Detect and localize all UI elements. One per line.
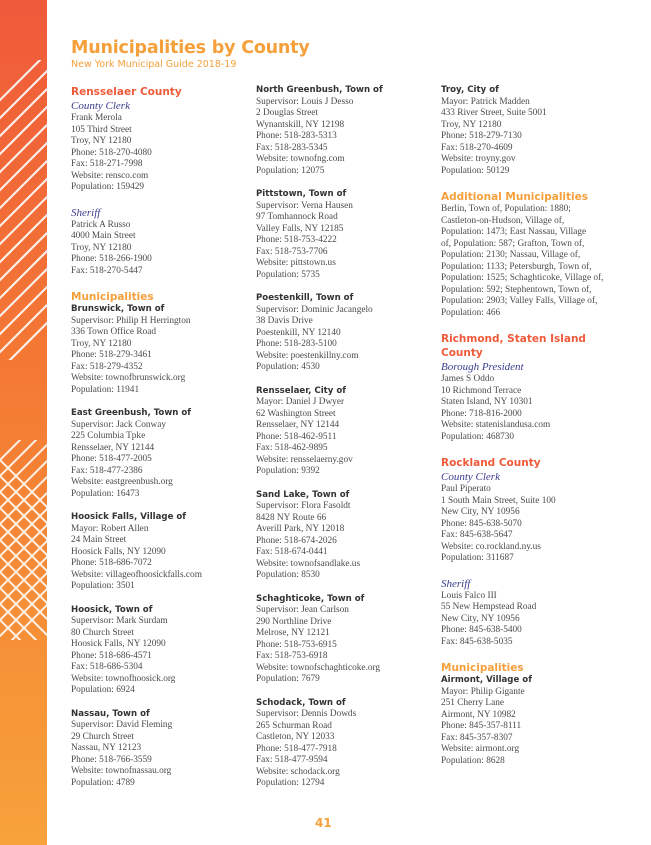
text-line: 265 Schurman Road xyxy=(256,720,332,731)
text-line: Phone: 518-283-5313 xyxy=(256,131,337,141)
entry-block xyxy=(71,605,246,697)
text-line: Phone: 845-638-5400 xyxy=(441,625,522,635)
additional-municipalities-text xyxy=(441,204,619,319)
page-subtitle: New York Municipal Guide 2018-19 xyxy=(71,59,237,70)
text-line: Population: 466 xyxy=(441,307,501,318)
text-line: Supervisor: David Fleming xyxy=(71,720,173,730)
entry-block xyxy=(256,85,431,177)
entry-block xyxy=(256,189,431,281)
text-line: Fax: 518-270-5447 xyxy=(71,265,143,276)
column-3 xyxy=(441,85,619,767)
text-line: Phone: 518-266-1900 xyxy=(71,254,152,264)
entry-block xyxy=(256,386,431,478)
text-line: 10 Richmond Terrace xyxy=(441,385,522,396)
municipalities-heading: Municipalities xyxy=(71,291,154,303)
text-line: 105 Third Street xyxy=(71,124,132,135)
text-line: Population: 1133; Petersburgh, Town of, xyxy=(441,261,592,272)
text-line: Hoosick Falls, NY 12090 xyxy=(71,639,166,649)
text-line: Website: townofnassau.org xyxy=(71,766,172,776)
text-line: 433 River Street, Suite 5001 xyxy=(441,108,547,118)
municipalities-heading: Municipalities xyxy=(441,662,524,674)
text-line: Website: villageofhoosickfalls.com xyxy=(71,569,202,580)
text-line: Supervisor: Dennis Dowds xyxy=(256,709,357,719)
entry-list xyxy=(71,304,246,789)
page-header xyxy=(71,38,310,71)
entry-list xyxy=(256,85,431,790)
municipality-name: Hoosick, Town of xyxy=(71,604,153,615)
text-line: Phone: 518-674-2026 xyxy=(256,535,337,546)
role-heading: Sheriff xyxy=(441,577,471,590)
additional-municipalities-heading: Additional Municipalities xyxy=(441,191,589,203)
text-line: Mayor: Patrick Madden xyxy=(441,96,530,107)
text-line: Fax: 518-674-0441 xyxy=(256,547,328,557)
entry-lines xyxy=(441,97,619,178)
entry-lines xyxy=(71,720,246,789)
text-line: Population: 6924 xyxy=(71,685,135,695)
text-line: Castleton, NY 12033 xyxy=(256,732,335,742)
municipality-name: East Greenbush, Town of xyxy=(71,408,192,418)
municipality-name: Troy, City of xyxy=(441,85,499,95)
entry-block xyxy=(256,293,431,374)
text-line: Averill Park, NY 12018 xyxy=(256,524,345,534)
text-line: Website: townofhoosick.org xyxy=(71,673,176,684)
text-line: Hoosick Falls, NY 12090 xyxy=(71,546,166,557)
text-line: of, Population: 587; Grafton, Town of, xyxy=(441,238,585,249)
text-line: Supervisor: Dominic Jacangelo xyxy=(256,304,373,315)
text-line: Website: schodack.org xyxy=(256,766,340,777)
text-line: Website: airmont.org xyxy=(441,744,520,754)
text-line: Fax: 845-638-5647 xyxy=(441,530,513,540)
text-line: Population: 2130; Nassau, Village of, xyxy=(441,250,581,260)
text-line: Population: 1525; Schaghticoke, Village of, xyxy=(441,273,604,283)
text-line: 55 New Hempstead Road xyxy=(441,602,537,612)
entry-lines xyxy=(256,97,431,178)
entry-lines xyxy=(256,397,431,478)
text-line: Website: townofbrunswick.org xyxy=(71,373,186,383)
text-line: Fax: 518-462-9895 xyxy=(256,443,328,453)
text-line: Website: townofschaghticoke.org xyxy=(256,662,381,673)
text-line: Population: 8628 xyxy=(441,755,505,766)
entry-block xyxy=(71,304,246,396)
text-line: Phone: 518-477-2005 xyxy=(71,454,152,464)
official-lines xyxy=(71,220,246,278)
municipality-name: Hoosick Falls, Village of xyxy=(71,512,187,522)
text-line: Population: 311687 xyxy=(441,553,514,563)
text-line: Valley Falls, NY 12185 xyxy=(256,223,344,234)
text-line: Castleton-on-Hudson, Village of, xyxy=(441,215,565,226)
text-line: James S Oddo xyxy=(441,374,495,384)
text-line: Nassau, NY 12123 xyxy=(71,743,142,753)
entry-block xyxy=(256,594,431,686)
text-line: Fax: 518-477-2386 xyxy=(71,465,143,476)
text-line: Website: rensco.com xyxy=(71,170,149,181)
official-block xyxy=(71,207,246,278)
text-line: 80 Church Street xyxy=(71,627,134,638)
text-line: 1 South Main Street, Suite 100 xyxy=(441,495,556,506)
text-line: Troy, NY 12180 xyxy=(441,119,502,130)
text-line: Population: 1473; East Nassau, Village xyxy=(441,227,587,237)
text-line: Population: 12794 xyxy=(256,778,325,788)
text-line: Troy, NY 12180 xyxy=(71,136,132,146)
entry-lines xyxy=(256,501,431,582)
entry-block xyxy=(441,85,619,177)
text-line: Website: troyny.gov xyxy=(441,154,516,164)
text-line: Population: 11941 xyxy=(71,384,140,395)
text-line: Phone: 518-279-7130 xyxy=(441,131,522,141)
text-line: Troy, NY 12180 xyxy=(71,242,132,253)
text-line: Population: 7679 xyxy=(256,674,320,684)
text-line: Population: 159429 xyxy=(71,182,145,192)
county-heading: Richmond, Staten Island County xyxy=(441,333,586,359)
text-line: Fax: 518-477-9594 xyxy=(256,755,328,765)
page-number: 41 xyxy=(315,816,332,830)
text-line: Phone: 518-270-4080 xyxy=(71,147,152,158)
entry-lines xyxy=(71,316,246,397)
text-line: Supervisor: Jean Carlson xyxy=(256,605,349,615)
decorative-side-bar xyxy=(0,0,47,845)
text-line: Phone: 845-638-5070 xyxy=(441,518,522,529)
text-line: Population: 9392 xyxy=(256,466,320,476)
text-line: 8428 NY Route 66 xyxy=(256,512,327,523)
text-line: Phone: 518-753-6915 xyxy=(256,639,337,650)
municipality-name: Poestenkill, Town of xyxy=(256,293,354,303)
text-line: Population: 12075 xyxy=(256,165,325,176)
county-heading: Rockland County xyxy=(441,457,541,469)
municipality-name: Nassau, Town of xyxy=(71,708,150,719)
text-line: Website: pittstown.us xyxy=(256,258,336,268)
official-lines xyxy=(441,484,619,565)
column-1 xyxy=(71,85,246,789)
text-line: Population: 8530 xyxy=(256,570,320,580)
entry-lines xyxy=(441,687,619,768)
column-2 xyxy=(256,85,431,790)
text-line: 2 Douglas Street xyxy=(256,108,318,118)
text-line: Phone: 518-753-4222 xyxy=(256,235,337,245)
text-line: Melrose, NY 12121 xyxy=(256,628,330,638)
entry-block xyxy=(71,512,246,593)
text-line: Population: 5735 xyxy=(256,269,320,280)
municipality-name: Airmont, Village of xyxy=(441,675,532,685)
entry-lines xyxy=(71,616,246,697)
role-heading: Sheriff xyxy=(71,206,101,219)
entry-block xyxy=(71,408,246,500)
text-line: Mayor: Daniel J Dwyer xyxy=(256,397,345,407)
text-line: 38 Davis Drive xyxy=(256,316,313,326)
text-line: Population: 592; Stephentown, Town of, xyxy=(441,284,592,295)
text-line: Fax: 518-270-4609 xyxy=(441,142,513,153)
text-line: Phone: 518-283-5100 xyxy=(256,339,337,349)
entry-block xyxy=(256,490,431,582)
entry-lines xyxy=(256,201,431,282)
text-line: Website: eastgreenbush.org xyxy=(71,477,173,487)
text-line: Fax: 518-753-6918 xyxy=(256,651,328,661)
text-line: Rensselaer, NY 12144 xyxy=(71,442,155,453)
text-line: Wynantskill, NY 12198 xyxy=(256,119,345,130)
text-line: 336 Town Office Road xyxy=(71,327,156,337)
text-line: 62 Washington Street xyxy=(256,408,336,419)
municipality-name: Rensselaer, City of xyxy=(256,385,347,396)
text-line: Fax: 518-283-5345 xyxy=(256,142,328,153)
text-line: Fax: 518-686-5304 xyxy=(71,662,143,672)
text-line: Mayor: Philip Gigante xyxy=(441,686,525,697)
text-line: Phone: 845-357-8111 xyxy=(441,721,522,731)
text-line: Website: townofsandlake.us xyxy=(256,558,361,569)
text-line: Population: 2903; Valley Falls, Village of, xyxy=(441,296,598,306)
text-line: Website: poestenkillny.com xyxy=(256,350,359,361)
text-line: Fax: 518-753-7706 xyxy=(256,246,328,257)
municipality-name: North Greenbush, Town of xyxy=(256,85,383,95)
crosshatch-pattern-graphic xyxy=(0,0,47,845)
text-line: Troy, NY 12180 xyxy=(71,338,132,349)
text-line: 225 Columbia Tpke xyxy=(71,431,146,441)
text-line: New City, NY 10956 xyxy=(441,613,520,624)
municipality-name: Schaghticoke, Town of xyxy=(256,593,365,604)
text-line: Supervisor: Verna Hausen xyxy=(256,200,353,211)
text-line: Airmont, NY 10982 xyxy=(441,709,516,720)
entry-lines xyxy=(71,524,246,593)
text-line: Fax: 518-271-7998 xyxy=(71,159,143,169)
page-title: Municipalities by County xyxy=(71,38,310,58)
municipality-name: Pittstown, Town of xyxy=(256,189,347,199)
text-line: Staten Island, NY 10301 xyxy=(441,397,533,407)
entry-block xyxy=(71,709,246,790)
text-line: Website: rensselaerny.gov xyxy=(256,454,353,465)
text-line: Website: co.rockland.ny.us xyxy=(441,541,541,552)
official-lines xyxy=(441,591,619,649)
entry-lines xyxy=(71,420,246,501)
municipality-name: Sand Lake, Town of xyxy=(256,489,350,500)
text-line: 29 Church Street xyxy=(71,731,134,742)
text-line: Fax: 518-279-4352 xyxy=(71,361,143,372)
text-line: Phone: 718-816-2000 xyxy=(441,408,522,419)
text-line: Berlin, Town of, Population: 1880; xyxy=(441,204,571,214)
role-heading: County Clerk xyxy=(441,471,500,483)
text-line: Population: 16473 xyxy=(71,488,140,499)
entry-block xyxy=(256,698,431,790)
text-line: Poestenkill, NY 12140 xyxy=(256,327,341,338)
text-line: 24 Main Street xyxy=(71,535,127,545)
text-line: New City, NY 10956 xyxy=(441,507,520,517)
text-line: 4000 Main Street xyxy=(71,231,136,241)
text-line: 290 Northline Drive xyxy=(256,616,332,627)
text-line: Mayor: Robert Allen xyxy=(71,523,149,534)
official-lines xyxy=(441,374,619,443)
text-line: Patrick A Russo xyxy=(71,219,131,230)
entry-lines xyxy=(256,305,431,374)
text-line: Population: 3501 xyxy=(71,581,135,591)
text-line: Fax: 845-357-8307 xyxy=(441,732,513,743)
text-line: Phone: 518-766-3559 xyxy=(71,754,152,765)
text-line: Website: townofng.com xyxy=(256,154,345,164)
text-line: Supervisor: Philip H Herrington xyxy=(71,315,191,326)
text-line: Population: 4789 xyxy=(71,777,135,788)
text-line: Paul Piperato xyxy=(441,484,491,494)
text-line: Supervisor: Louis J Desso xyxy=(256,96,354,107)
official-lines xyxy=(71,113,246,194)
text-line: Phone: 518-686-4571 xyxy=(71,650,152,661)
text-line: Website: statenislandusa.com xyxy=(441,420,551,430)
text-line: Supervisor: Jack Conway xyxy=(71,419,167,430)
text-line: Phone: 518-686-7072 xyxy=(71,558,152,568)
municipality-name: Brunswick, Town of xyxy=(71,304,165,314)
text-line: 97 Tomhannock Road xyxy=(256,212,338,222)
county-heading: Rensselaer County xyxy=(71,86,182,98)
text-line: 251 Cherry Lane xyxy=(441,698,504,708)
text-line: Phone: 518-462-9511 xyxy=(256,431,337,442)
text-line: Frank Merola xyxy=(71,113,122,123)
text-line: Population: 50129 xyxy=(441,165,510,176)
text-line: Phone: 518-477-7918 xyxy=(256,743,337,754)
official-block xyxy=(71,100,246,194)
entry-lines xyxy=(256,709,431,790)
text-line: Louis Falco III xyxy=(441,590,497,601)
role-heading: County Clerk xyxy=(71,100,130,112)
text-line: Population: 4530 xyxy=(256,362,320,372)
text-line: Population: 468730 xyxy=(441,431,515,442)
text-line: Phone: 518-279-3461 xyxy=(71,350,152,360)
entry-lines xyxy=(256,605,431,686)
text-line: Fax: 845-638-5035 xyxy=(441,636,513,647)
text-line: Rensselaer, NY 12144 xyxy=(256,420,340,430)
role-heading: Borough President xyxy=(441,361,524,373)
text-line: Supervisor: Mark Surdam xyxy=(71,616,168,626)
municipality-name: Schodack, Town of xyxy=(256,697,346,708)
text-line: Supervisor: Flora Fasoldt xyxy=(256,501,351,511)
